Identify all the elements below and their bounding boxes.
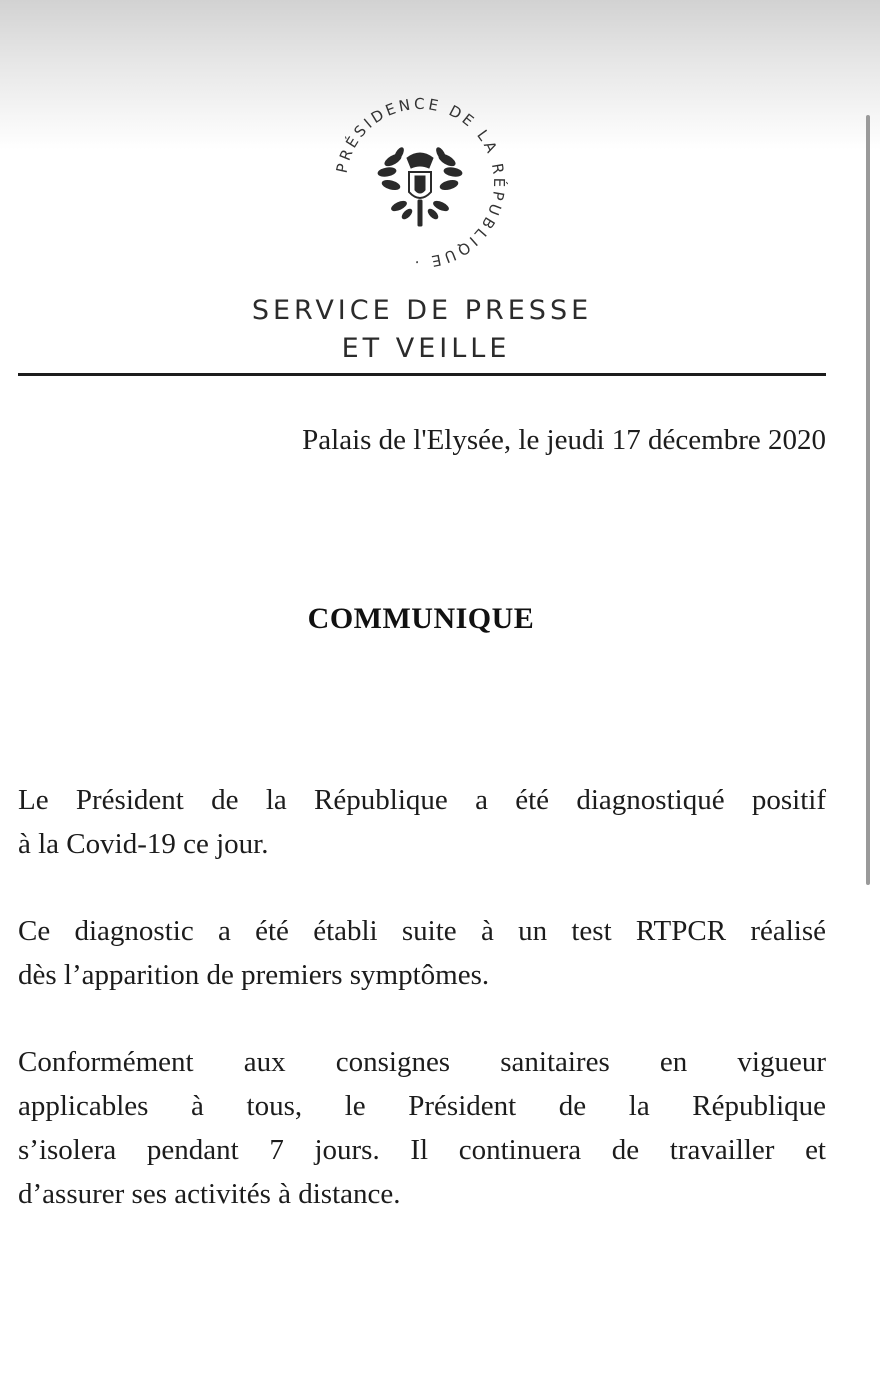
paragraph-1: [18, 778, 826, 866]
paragraph-line: applicables à tous, le Président de la République: [18, 1090, 826, 1122]
paragraph-line: à la Covid-19 ce jour.: [18, 828, 269, 860]
paragraph-line: d’assurer ses activités à distance.: [18, 1178, 401, 1210]
dateline: Palais de l'Elysée, le jeudi 17 décembre 2020: [302, 424, 826, 456]
header-divider: [18, 373, 826, 376]
paragraph-line: Ce diagnostic a été établi suite à un test RTPCR réalisé: [18, 915, 826, 947]
presidency-seal-logo: [325, 88, 515, 278]
paragraph-line: Conformément aux consignes sanitaires en vigueur: [18, 1046, 826, 1078]
paragraph-line: Le Président de la République a été diagnostiqué positif: [18, 784, 826, 816]
paragraph-2: [18, 909, 826, 997]
seal-ring-text: PRÉSIDENCE DE LA RÉPUBLIQUE ·: [332, 94, 509, 272]
header-service-line-2: ET VEILLE: [341, 333, 511, 364]
paragraph-3: [18, 1040, 826, 1216]
document-title: COMMUNIQUE: [307, 602, 535, 635]
emblem-icon: [377, 146, 462, 226]
paragraph-line: s’isolera pendant 7 jours. Il continuera de travailler et: [18, 1134, 826, 1166]
header-service-line-1: SERVICE DE PRESSE: [251, 295, 593, 326]
scrollbar[interactable]: [866, 115, 870, 885]
paragraph-line: dès l’apparition de premiers symptômes.: [18, 959, 490, 991]
